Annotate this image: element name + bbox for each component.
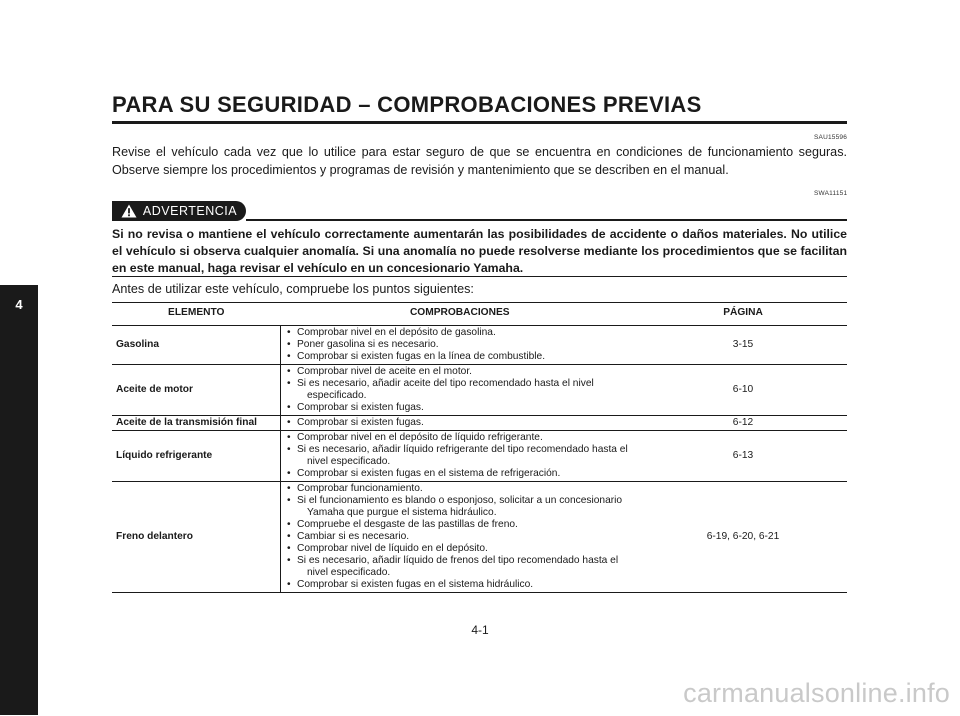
page-cell: 6-12 [639, 416, 847, 431]
check-line: • Poner gasolina si es necesario. [285, 339, 635, 351]
chapter-tab-number: 4 [15, 297, 23, 312]
intro-paragraph: Revise el vehículo cada vez que lo utilice para estar seguro de que se encuentra en condiciones de funcionamiento seguras. Observe siempre los procedimientos y programas de revisión y mantenimiento que se describen en el manual. [112, 145, 847, 177]
checks-cell [281, 326, 640, 365]
checks-cell [281, 365, 640, 416]
intro-code: SAU15596 [814, 134, 848, 141]
check-line: • Comprobar nivel en el depósito de gasolina. [285, 327, 635, 339]
table-header-row [112, 303, 847, 326]
page-cell: 6-19, 6-20, 6-21 [639, 482, 847, 593]
lead-text: Antes de utilizar este vehículo, compruebe los puntos siguientes: [112, 282, 474, 296]
check-line: Yamaha que purgue el sistema hidráulico. [307, 507, 497, 518]
header-element: ELEMENTO [112, 303, 281, 326]
page-number: 4-1 [471, 623, 489, 637]
checks-cell [281, 416, 640, 431]
check-line: • Comprobar nivel de líquido en el depósito. [285, 543, 635, 555]
check-line: nivel especificado. [307, 567, 391, 578]
title-rule [112, 121, 847, 124]
check-line: • Comprobar nivel de aceite en el motor. [285, 366, 635, 378]
warning-text: Si no revisa o mantiene el vehículo correctamente aumentarán las posibilidades de accidente o daños materiales. No utilice el vehículo si observa cualquier anomalía. Si una anomalía no puede resolverse mediante los procedimientos que se facilitan en este manual, haga revisar el vehículo en un concesionario Yamaha. [112, 227, 847, 275]
table-row [112, 431, 847, 482]
check-line: • Si es necesario, añadir líquido de frenos del tipo recomendado hasta el [285, 555, 635, 567]
check-line: • Cambiar si es necesario. [285, 531, 635, 543]
header-page: PÁGINA [639, 303, 847, 326]
warning-code: SWA11151 [814, 190, 848, 197]
check-line: • Comprobar si existen fugas en la línea de combustible. [285, 351, 635, 363]
checks-table [112, 302, 847, 593]
table-row [112, 365, 847, 416]
check-line: • Comprobar si existen fugas. [285, 417, 635, 429]
element-cell: Gasolina [112, 326, 281, 365]
check-line: especificado. [307, 390, 367, 401]
check-line: • Comprobar nivel en el depósito de líquido refrigerante. [285, 432, 635, 444]
watermark: carmanualsonline.info [683, 678, 950, 708]
element-cell: Freno delantero [112, 482, 281, 593]
page-cell: 6-13 [639, 431, 847, 482]
page-cell: 3-15 [639, 326, 847, 365]
element-cell: Líquido refrigerante [112, 431, 281, 482]
warning-triangle-icon [121, 204, 137, 218]
page-cell: 6-10 [639, 365, 847, 416]
element-cell: Aceite de motor [112, 365, 281, 416]
element-cell: Aceite de la transmisión final [112, 416, 281, 431]
warning-badge [112, 201, 246, 221]
table-row [112, 482, 847, 593]
table-row [112, 326, 847, 365]
check-line: nivel especificado. [307, 456, 391, 467]
warning-rule-top [246, 219, 847, 221]
check-line: • Si es necesario, añadir aceite del tipo recomendado hasta el nivel [285, 378, 635, 390]
warning-rule-bottom [112, 276, 847, 277]
check-line: • Comprobar funcionamiento. [285, 483, 635, 495]
warning-label: ADVERTENCIA [142, 204, 238, 218]
check-line: • Comprobar si existen fugas en el sistema hidráulico. [285, 579, 635, 591]
chapter-tab [0, 285, 38, 715]
check-line: • Si es necesario, añadir líquido refrigerante del tipo recomendado hasta el [285, 444, 635, 456]
page-title: PARA SU SEGURIDAD – COMPROBACIONES PREVIAS [112, 92, 702, 117]
check-line: • Comprobar si existen fugas. [285, 402, 635, 414]
checks-cell [281, 431, 640, 482]
check-line: • Comprobar si existen fugas en el sistema de refrigeración. [285, 468, 635, 480]
checks-cell [281, 482, 640, 593]
header-checks: COMPROBACIONES [281, 303, 640, 326]
check-line: • Compruebe el desgaste de las pastillas de freno. [285, 519, 635, 531]
table-row [112, 416, 847, 431]
check-line: • Si el funcionamiento es blando o esponjoso, solicitar a un concesionario [285, 495, 635, 507]
table-body [112, 326, 847, 593]
